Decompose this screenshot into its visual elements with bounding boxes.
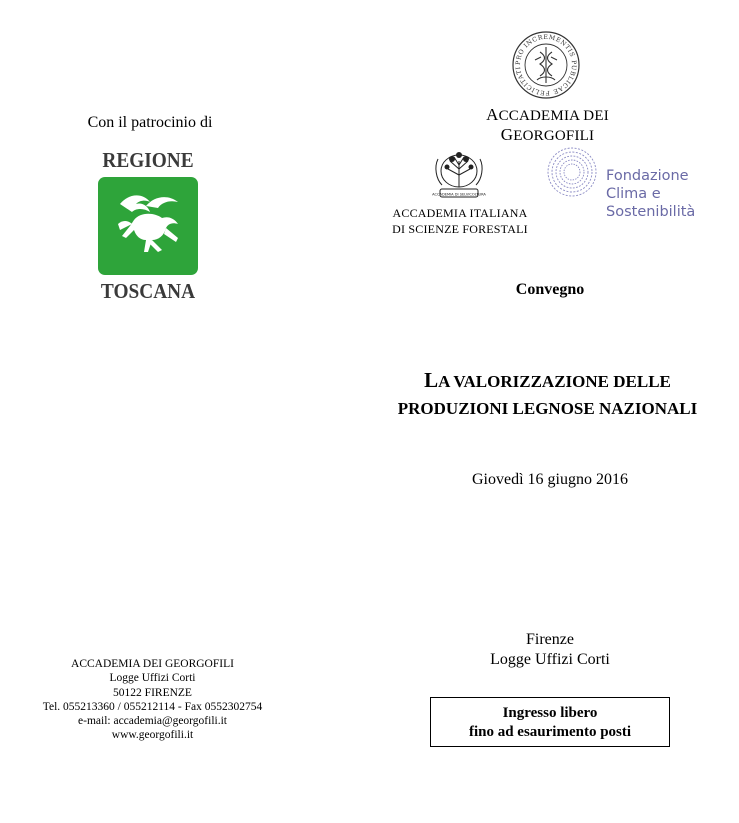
- admission-line2: fino ad esaurimento posti: [468, 724, 632, 740]
- georgofili-name: ACCADEMIA DEI GEORGOFILI: [486, 105, 609, 144]
- emblem-text: ACCADEMIA DI SELVICOLTURA: [432, 192, 486, 197]
- contact-footer: [30, 657, 275, 743]
- georgofili-seal: [511, 30, 581, 100]
- toscana-word: TOSCANA: [100, 279, 196, 303]
- venue-place: Logge Uffizi Corti: [490, 651, 610, 668]
- footer-address1: Logge Uffizi Corti: [109, 672, 196, 685]
- fondazione-line1: Fondazione: [606, 168, 689, 184]
- aisf-name-line2: DI SCIENZE FORESTALI: [392, 222, 528, 236]
- seal-icon: [511, 30, 581, 100]
- regione-word: REGIONE: [102, 148, 194, 172]
- aisf-emblem: [430, 147, 488, 203]
- footer-phone: Tel. 055213360 / 055212114 - Fax 0552302754: [42, 700, 263, 713]
- footer-email[interactable]: e-mail: accademia@georgofili.it: [78, 715, 227, 728]
- fondazione-name: [606, 167, 695, 221]
- admission-notice-box: [430, 697, 670, 747]
- event-title: [360, 367, 735, 422]
- patronage-label: Con il patrocinio di: [87, 114, 213, 131]
- tree-emblem-icon: [430, 147, 488, 203]
- event-date: Giovedì 16 giugno 2016: [472, 471, 628, 488]
- seal-text: PRO INCREMENTIS PUBLICAE FELICITATI: [514, 33, 578, 97]
- footer-website[interactable]: www.georgofili.it: [111, 729, 194, 742]
- venue-city: Firenze: [526, 631, 574, 648]
- event-venue: [450, 630, 650, 670]
- footer-org: ACCADEMIA DEI GEORGOFILI: [71, 658, 234, 670]
- aisf-name-line1: ACCADEMIA ITALIANA: [392, 206, 528, 220]
- event-type: Convegno: [515, 281, 585, 298]
- regione-toscana-logo: [94, 148, 202, 304]
- fondazione-logo: [546, 146, 598, 198]
- event-title-line1: LA VALORIZZAZIONE DELLE: [424, 368, 671, 392]
- fondazione-line3: Sostenibilità: [606, 204, 696, 220]
- footer-address2: 50122 FIRENZE: [113, 686, 192, 699]
- admission-line1: Ingresso libero: [502, 705, 598, 721]
- aisf-name: [390, 205, 530, 237]
- pegasus-icon: [98, 177, 198, 275]
- event-title-line2: PRODUZIONI LEGNOSE NAZIONALI: [397, 399, 698, 418]
- fondazione-line2: Clima e: [606, 186, 661, 202]
- rosette-icon: [546, 146, 598, 198]
